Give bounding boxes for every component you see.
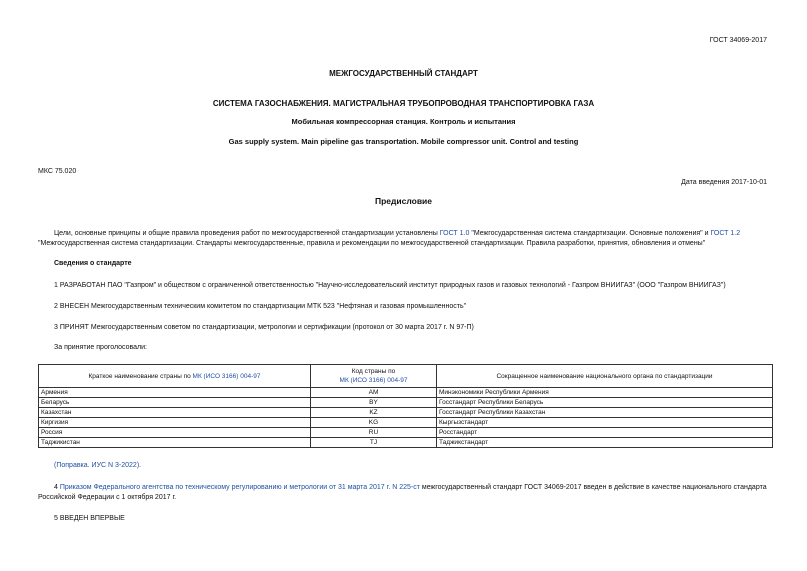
document-subtitle-ru: Мобильная компрессорная станция. Контроль и испытания [291,117,516,126]
item-text: межгосударственный стандарт ГОСТ 34069-2017 введен в действие в качестве национального стандарта Российской Федерации с 1 октября 2017 г. [38,484,767,501]
voted-label: За принятие проголосовали: [54,344,147,351]
country-cell: Беларусь [39,398,311,408]
amendment-note[interactable]: (Поправка. ИУС N 3-2022). [54,462,142,469]
column-header-body: Сокращенное наименование национального органа по стандартизации [437,365,773,388]
info-item-5: 5 ВВЕДЕН ВПЕРВЫЕ [54,515,125,522]
info-item-3: 3 ПРИНЯТ Межгосударственным советом по стандартизации, метрологии и сертификации (протокол от 30 марта 2017 г. N 97-П) [54,324,474,331]
table-row [39,438,773,448]
info-item-2: 2 ВНЕСЕН Межгосударственным техническим комитетом по стандартизации МТК 523 "Нефтяная и газовая промышленность" [54,303,467,310]
table-row [39,418,773,428]
code-cell: KG [311,418,437,428]
body-cell: Госстандарт Республики Казахстан [437,408,773,418]
column-header-code [311,365,437,388]
foreword-heading: Предисловие [374,196,433,206]
info-item-4 [38,483,772,503]
code-cell: BY [311,398,437,408]
header-text: Краткое наименование страны по [88,372,193,380]
mks-code: МКС 75.020 [38,168,77,175]
gost-1-0-link[interactable]: ГОСТ 1.0 [439,230,470,237]
body-cell: Росстандарт [437,428,773,438]
column-header-country [39,365,311,388]
table-row [39,408,773,418]
country-cell: Киргизия [39,418,311,428]
country-cell: Казахстан [39,408,311,418]
code-cell: RU [311,428,437,438]
order-link[interactable]: Приказом Федерального агентства по техническому регулированию и метрологии от 31 марта 2017 г. N 225-ст [59,484,420,491]
country-cell: Таджикистан [39,438,311,448]
item-number: 4 [54,484,60,491]
country-cell: Армения [39,388,311,398]
body-cell: Минэкономики Республики Армения [437,388,773,398]
document-title: СИСТЕМА ГАЗОСНАБЖЕНИЯ. МАГИСТРАЛЬНАЯ ТРУБОПРОВОДНАЯ ТРАНСПОРТИРОВКА ГАЗА [212,99,595,108]
body-cell: Госстандарт Республики Беларусь [437,398,773,408]
paragraph-text: Цели, основные принципы и общие правила проведения работ по межгосударственной стандартизации установлены [54,230,440,237]
foreword-paragraph [38,229,772,249]
interstate-standard-heading: МЕЖГОСУДАРСТВЕННЫЙ СТАНДАРТ [329,69,478,78]
countries-table [38,364,773,448]
info-item-1: 1 РАЗРАБОТАН ПАО "Газпром" и обществом с ограниченной ответственностью "Научно-исследовательский институт природных газов и газовых технологий - Газпром ВНИИГАЗ" (ООО "Газпром ВНИИГАЗ") [54,282,726,289]
table-row [39,398,773,408]
gost-1-2-link[interactable]: ГОСТ 1.2 [710,230,741,237]
table-row [39,388,773,398]
doc-code: ГОСТ 34069-2017 [709,37,767,44]
body-cell: Таджикстандарт [437,438,773,448]
table-row [39,428,773,438]
code-cell: TJ [311,438,437,448]
mk-iso-link[interactable]: МК (ИСО 3166) 004-97 [192,372,261,380]
header-text: Код страны по [351,368,396,375]
table-header-row [39,365,773,388]
standard-info-heading: Сведения о стандарте [54,260,132,267]
code-cell: AM [311,388,437,398]
intro-date: Дата введения 2017-10-01 [681,179,767,186]
mk-iso-link[interactable]: МК (ИСО 3166) 004-97 [339,377,408,384]
body-cell: Кыргызстандарт [437,418,773,428]
paragraph-text: "Межгосударственная система стандартизации. Основные положения" и [469,230,711,237]
code-cell: KZ [311,408,437,418]
paragraph-text: "Межгосударственная система стандартизации. Стандарты межгосударственные, правила и рекомендации по межгосударственной стандартизации. Правила разработки, принятия, обновления и отмены" [38,240,706,247]
country-cell: Россия [39,428,311,438]
document-subtitle-en: Gas supply system. Main pipeline gas transportation. Mobile compressor unit. Control and testing [228,137,579,146]
